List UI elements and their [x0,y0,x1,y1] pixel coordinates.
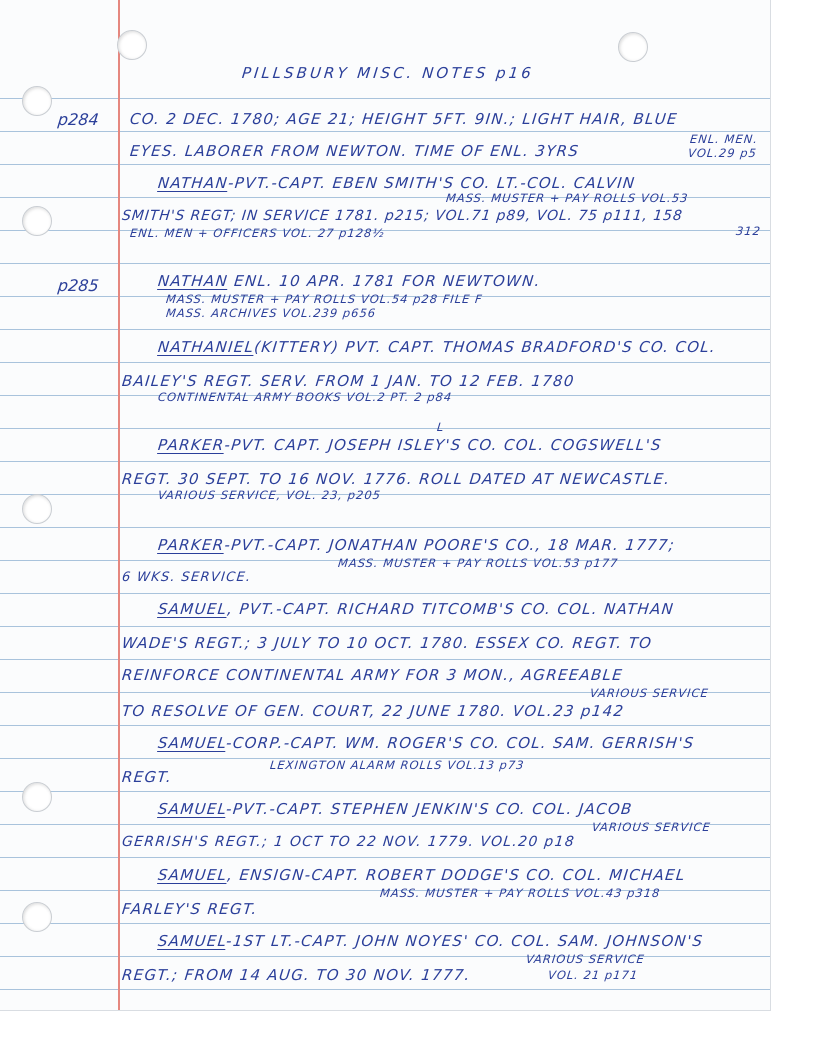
rule-line [0,527,770,528]
note-line: REINFORCE CONTINENTAL ARMY FOR 3 MON., AGREEABLE [121,666,625,684]
entry-name: SAMUEL [157,800,228,818]
note-line: VOL.29 p5 [687,146,758,160]
rule-line [0,923,770,924]
margin-line [118,0,120,1010]
rule-line [0,263,770,264]
rule-line [0,791,770,792]
rule-line [0,98,770,99]
note-line: NATHAN ENL. 10 APR. 1781 FOR NEWTOWN. [157,272,542,290]
punch-hole [22,494,52,524]
note-line: 312 [735,224,762,238]
note-line: MASS. MUSTER + PAY ROLLS VOL.43 p318 [379,886,662,900]
rule-line [0,164,770,165]
note-line: PARKER-PVT.-CAPT. JONATHAN POORE'S CO., 18 MAR. 1777; [157,536,677,554]
page-marker: p285 [57,276,100,295]
note-line: ENL. MEN + OFFICERS VOL. 27 p128½ [129,226,386,240]
entry-name: SAMUEL [157,600,229,618]
entry-name: SAMUEL [157,734,228,752]
rule-line [0,725,770,726]
rule-line [0,989,770,990]
note-line: EYES. LABORER FROM NEWTON. TIME OF ENL. 3YRS [129,142,581,160]
rule-line [0,956,770,957]
note-line: VARIOUS SERVICE [589,686,710,700]
note-line: VARIOUS SERVICE, VOL. 23, p205 [157,488,382,502]
note-line: MASS. ARCHIVES VOL.239 p656 [165,306,377,320]
page-marker: p284 [57,110,100,129]
rule-line [0,428,770,429]
note-line: BAILEY'S REGT. SERV. FROM 1 JAN. TO 12 FEB. 1780 [121,372,576,390]
punch-hole [22,782,52,812]
note-line: TO RESOLVE OF GEN. COURT, 22 JUNE 1780. VOL.23 p142 [121,702,626,720]
note-line: SAMUEL, PVT.-CAPT. RICHARD TITCOMB'S CO. COL. NATHAN [157,600,676,618]
note-line: MASS. MUSTER + PAY ROLLS VOL.53 [445,191,690,205]
punch-hole [22,86,52,116]
rule-line [0,131,770,132]
note-line: REGT. 30 SEPT. TO 16 NOV. 1776. ROLL DATED AT NEWCASTLE. [121,470,672,488]
entry-name: SAMUEL [157,932,228,950]
entry-name: NATHAN [157,174,230,192]
entry-name: PARKER [157,436,226,454]
note-line: REGT. [121,768,174,786]
entry-name: NATHAN [157,272,230,290]
note-line: PARKER-PVT. CAPT. JOSEPH ISLEY'S CO. COL. COGSWELL'S [157,436,663,454]
entry-name: SAMUEL [157,866,229,884]
note-line: VARIOUS SERVICE [591,820,712,834]
note-line: CO. 2 DEC. 1780; AGE 21; HEIGHT 5FT. 9IN.; LIGHT HAIR, BLUE [129,110,679,128]
punch-hole [618,32,648,62]
note-line: NATHANIEL(KITTERY) PVT. CAPT. THOMAS BRADFORD'S CO. COL. [157,338,718,356]
rule-line [0,494,770,495]
rule-line [0,593,770,594]
rule-line [0,659,770,660]
rule-line [0,857,770,858]
note-line: GERRISH'S REGT.; 1 OCT TO 22 NOV. 1779. VOL.20 p18 [121,834,576,850]
punch-hole [22,206,52,236]
page-title: PILLSBURY MISC. NOTES p16 [241,64,535,82]
rule-line [0,626,770,627]
note-line: VOL. 21 p171 [547,968,639,982]
punch-hole [22,902,52,932]
note-line: FARLEY'S REGT. [121,900,259,918]
note-line: VARIOUS SERVICE [525,952,646,966]
note-line: SMITH'S REGT; IN SERVICE 1781. p215; VOL.71 p89, VOL. 75 p111, 158 [121,208,684,224]
note-line: LEXINGTON ALARM ROLLS VOL.13 p73 [269,758,526,772]
note-line: SAMUEL, ENSIGN-CAPT. ROBERT DODGE'S CO. COL. MICHAEL [157,866,687,884]
note-line: MASS. MUSTER + PAY ROLLS VOL.53 p177 [337,556,620,570]
note-line: ENL. MEN. [689,132,759,146]
rule-line [0,329,770,330]
rule-line [0,362,770,363]
note-line: SAMUEL-PVT.-CAPT. STEPHEN JENKIN'S CO. COL. JACOB [157,800,634,818]
note-line: REGT.; FROM 14 AUG. TO 30 NOV. 1777. [121,966,472,984]
note-line: MASS. MUSTER + PAY ROLLS VOL.54 p28 FILE F [165,292,484,306]
note-line: WADE'S REGT.; 3 JULY TO 10 OCT. 1780. ESSEX CO. REGT. TO [121,634,654,652]
rule-line [0,461,770,462]
note-line: SAMUEL-CORP.-CAPT. WM. ROGER'S CO. COL. SAM. GERRISH'S [157,734,696,752]
punch-hole [117,30,147,60]
entry-name: NATHANIEL [157,338,256,356]
note-line: CONTINENTAL ARMY BOOKS VOL.2 PT. 2 p84 [157,390,453,404]
rule-line [0,230,770,231]
entry-name: PARKER [157,536,226,554]
note-line: L [436,420,446,434]
note-line: 6 WKS. SERVICE. [121,570,253,585]
note-line: SAMUEL-1ST LT.-CAPT. JOHN NOYES' CO. COL. SAM. JOHNSON'S [157,932,705,950]
note-line: NATHAN-PVT.-CAPT. EBEN SMITH'S CO. LT.-COL. CALVIN [157,174,637,192]
